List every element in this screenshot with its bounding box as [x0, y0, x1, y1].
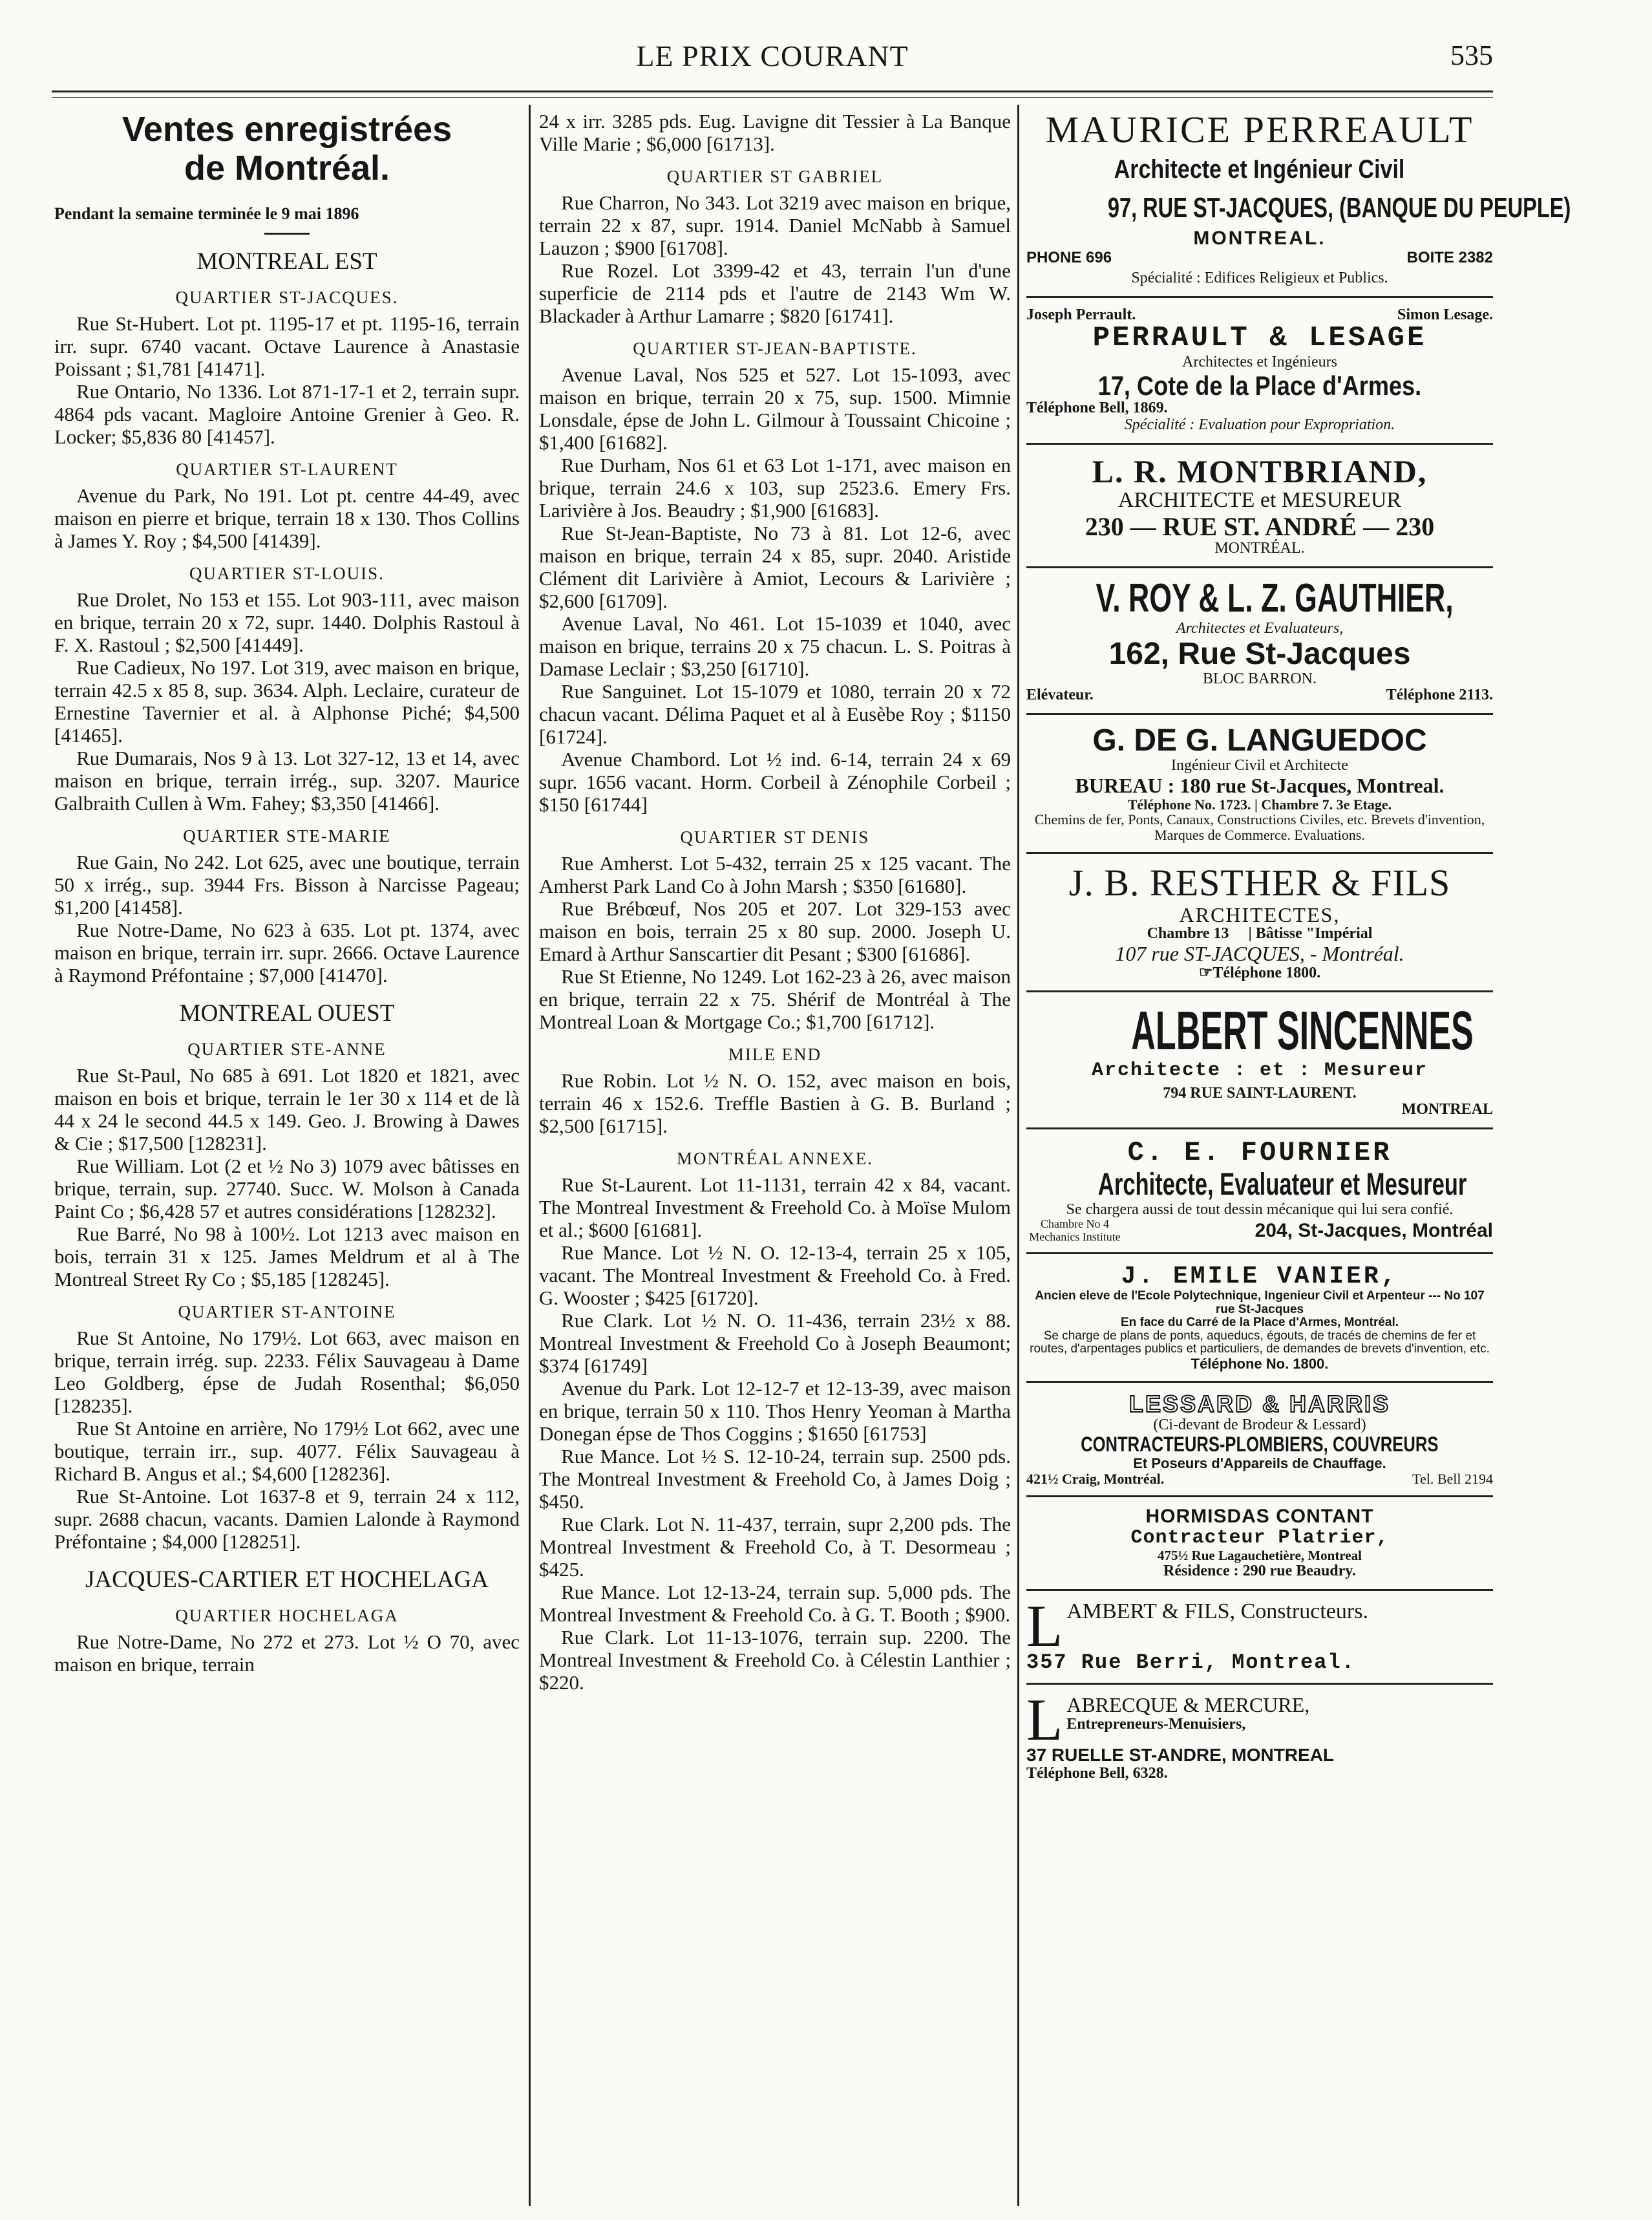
sale-entry: Rue Durham, Nos 61 et 63 Lot 1-171, avec maison en brique, terrain 24.6 x 103, sup 2523.6. Emery Frs. Larivière à Jos. Beaudry ; $1,900 [61683]. [539, 454, 1011, 522]
ad-name: HORMISDAS CONTANT [1145, 1506, 1374, 1528]
ad-lambert [1026, 1592, 1493, 1674]
ad-name: PERRAULT & LESAGE [1092, 322, 1427, 355]
ad-divider [1026, 852, 1493, 854]
ad-phone: Téléphone 2113. [1386, 687, 1493, 704]
column-sales-2 [539, 110, 1011, 1694]
ad-credentials: Ancien eleve de l'Ecole Polytechnique, Ingenieur Civil et Arpenteur --- No 107 rue St-Jacques [1035, 1289, 1485, 1316]
sale-entry: Rue St Antoine, No 179½. Lot 663, avec maison en brique, terrain irrég. sup. 2233. Félix Sauvageau à Dame Leo Goldberg, épse de Judah Rosenthal; $6,050 [128235]. [54, 1327, 520, 1417]
sale-entry: Rue Gain, No 242. Lot 625, avec une boutique, terrain 50 x irrég., sup. 3944 Frs. Bisson à Narcisse Pageau; $1,200 [41458]. [54, 851, 520, 919]
ad-specialty: Spécialité : Evaluation pour Expropriation. [1124, 416, 1395, 434]
ad-address: 794 RUE SAINT-LAURENT. [1163, 1084, 1357, 1102]
ad-title: Architectes et Evaluateurs, [1176, 619, 1344, 637]
sale-entry: Avenue Laval, No 461. Lot 15-1039 et 1040, avec maison en brique, terrains 20 x 75 chacun. L. S. Poitras à Damase Leclair ; $3,250 [61710]. [539, 612, 1011, 680]
section-title-2: de Montréal. [184, 149, 390, 187]
ad-divider [1026, 566, 1493, 568]
ad-name: L. R. MONTBRIAND, [1092, 453, 1428, 490]
ad-address: 421½ Craig, Montréal. [1026, 1470, 1165, 1487]
ad-specialty: Spécialité : Edifices Religieux et Publics. [1131, 269, 1388, 286]
district-heading: MONTREAL OUEST [179, 1000, 395, 1027]
sale-entry: Rue St-Jean-Baptiste, No 73 à 81. Lot 12-6, avec maison en brique, terrain 24 x 85, supr. 2040. Aristide Clément dit Larivière à Amiot, Lecours & Larivière ; $2,600 [61709]. [539, 522, 1011, 612]
ad-divider [1026, 1683, 1493, 1685]
ad-phone: Téléphone Bell, 6328. [1026, 1764, 1168, 1782]
sale-entry: Rue St-Paul, No 685 à 691. Lot 1820 et 1821, avec maison en bois et brique, terrain le 1er 30 x 114 et de là 44 x 24 le second 44.5 x 149. Geo. J. Browing à Dawes & Cie ; $17,500 [128231]. [54, 1064, 520, 1155]
ad-contant [1026, 1506, 1493, 1579]
ad-address: 17, Cote de la Place d'Armes. [1097, 370, 1422, 401]
ad-partner: Joseph Perrault. [1026, 306, 1136, 323]
sale-entry: Avenue du Park, No 191. Lot pt. centre 44-49, avec maison en pierre et brique, terrain 18 x 130. Thos Collins à James Y. Roy ; $4,500 [41439]. [54, 484, 520, 552]
ad-phone: Téléphone Bell, 1869. [1026, 400, 1168, 417]
ad-former: (Ci-devant de Brodeur & Lessard) [1153, 1416, 1366, 1433]
sale-entry: Avenue Chambord. Lot ½ ind. 6-14, terrain 24 x 69 supr. 1656 vacant. Horm. Corbeil à Zénophile Corbeil ; $150 [61744] [539, 748, 1011, 816]
sale-entry: Rue Amherst. Lot 5-432, terrain 25 x 125 vacant. The Amherst Park Land Co à John Marsh ; $350 [61680]. [539, 852, 1011, 897]
ad-title: Architecte, Evaluateur et Mesureur [1097, 1167, 1467, 1202]
ad-address: 37 RUELLE ST-ANDRE, MONTREAL [1026, 1745, 1335, 1766]
ad-labrecque [1026, 1687, 1493, 1782]
ad-drop-cap: L [1026, 1592, 1063, 1659]
sale-entry: Rue Brébœuf, Nos 205 et 207. Lot 329-153 avec maison en bois, terrain 25 x 80 sup. 2000. Joseph U. Emard à Arthur Sanscartier dit Pesant ; $300 [61686]. [539, 897, 1011, 965]
ad-title: Ingénieur Civil et Architecte [1171, 757, 1348, 774]
ad-description: Et Poseurs d'Appareils de Chauffage. [1133, 1455, 1386, 1471]
ad-sincennes [1026, 1001, 1493, 1118]
ad-city: MONTREAL. [1193, 228, 1326, 250]
sale-entry: Rue Mance. Lot 12-13-24, terrain sup. 5,000 pds. The Montreal Investment & Freehold Co. à G. T. Booth ; $900. [539, 1581, 1011, 1626]
sale-entry: Rue William. Lot (2 et ½ No 3) 1079 avec bâtisses en brique, terrain, sup. 27740. Succ. W. Molson à Canada Paint Co ; $6,428 57 et autres considérations [128232]. [54, 1155, 520, 1222]
ad-address: 230 — RUE ST. ANDRÉ — 230 [1085, 511, 1435, 541]
ad-phone: PHONE 696 [1026, 248, 1112, 266]
section-title: Ventes enregistrées [122, 110, 452, 149]
sale-entry: Rue Mance. Lot ½ S. 12-10-24, terrain sup. 2500 pds. The Montreal Investment & Freehold Co, à James Doig ; $450. [539, 1445, 1011, 1513]
ad-building: | Bâtisse "Impérial [1248, 925, 1373, 943]
header-rule-thin [52, 97, 1493, 98]
running-title: LE PRIX COURANT [636, 39, 909, 72]
quarter-heading: QUARTIER ST-LAURENT [176, 460, 398, 479]
ad-location: En face du Carré de la Place d'Armes, Montréal. [1120, 1316, 1399, 1330]
column-divider-1 [529, 105, 531, 2206]
sale-entry: Rue Notre-Dame, No 623 à 635. Lot pt. 1374, avec maison en brique, terrain irr. supr. 2666. Octave Laurence à Raymond Préfontaine ; $7,000 [41470]. [54, 919, 520, 987]
ad-phone: Tel. Bell 2194 [1412, 1470, 1493, 1487]
ad-divider [1026, 1495, 1493, 1497]
page-header [52, 39, 1493, 84]
sale-entry: Rue St Antoine en arrière, No 179½ Lot 662, avec une boutique, terrain irr., sup. 4077. Félix Sauvageau à Richard B. Angus et al.; $4,600 [128236]. [54, 1417, 520, 1485]
quarter-heading: QUARTIER ST-ANTOINE [178, 1302, 396, 1321]
sale-entry: Rue Ontario, No 1336. Lot 871-17-1 et 2, terrain supr. 4864 pds vacant. Magloire Antoine Grenier à Geo. R. Locker; $5,836 80 [41457]. [54, 380, 520, 448]
sale-entry: Rue Drolet, No 153 et 155. Lot 903-111, avec maison en brique, terrain 20 x 72, supr. 1440. Dolphis Rastoul à F. X. Rastoul ; $2,500 [41449]. [54, 588, 520, 656]
ad-name: ABRECQUE & MERCURE, [1066, 1693, 1310, 1717]
ad-address: 97, RUE ST-JACQUES, (BANQUE DU PEUPLE) [1107, 191, 1571, 224]
ad-name: MAURICE PERREAULT [1045, 109, 1474, 151]
sale-entry: Rue Barré, No 98 à 100½. Lot 1213 avec maison en bois, terrain 31 x 125. James Meldrum et al à The Montreal Street Ry Co ; $5,185 [128245]. [54, 1222, 520, 1290]
page-number: 535 [1450, 39, 1493, 71]
ad-divider [1026, 713, 1493, 715]
sale-entry: Avenue du Park. Lot 12-12-7 et 12-13-39, avec maison en brique, terrain 50 x 110. Thos Henry Yeoman à Martha Donegan épse de Thos Coggins ; $1650 [61753] [539, 1377, 1011, 1445]
short-rule [264, 233, 310, 235]
ad-address: 162, Rue St-Jacques [1108, 636, 1411, 671]
ad-divider [1026, 443, 1493, 445]
ad-city: MONTREAL [1401, 1101, 1493, 1118]
ad-phone: Téléphone No. 1800. [1191, 1355, 1329, 1372]
ad-title: Entrepreneurs-Menuisiers, [1066, 1715, 1246, 1733]
column-divider-2 [1017, 105, 1019, 2206]
ad-divider [1026, 990, 1493, 992]
ad-name: V. ROY & L. Z. GAUTHIER, [1096, 575, 1454, 621]
district-heading: JACQUES-CARTIER ET HOCHELAGA [85, 1566, 489, 1593]
header-rule [52, 91, 1493, 92]
ad-title: Architectes et Ingénieurs [1182, 353, 1337, 370]
quarter-heading: QUARTIER ST-LOUIS. [189, 564, 385, 583]
ad-name: ALBERT SINCENNES [1131, 1000, 1474, 1062]
ad-title: ARCHITECTES, [1179, 902, 1340, 926]
ad-address: 204, St-Jacques, Montréal [1255, 1219, 1493, 1241]
sale-entry: Rue Clark. Lot ½ N. O. 11-436, terrain 23½ x 88. Montreal Investment & Freehold Co à Joseph Beaumont; $374 [61749] [539, 1309, 1011, 1377]
sale-entry: Rue Mance. Lot ½ N. O. 12-13-4, terrain 25 x 105, vacant. The Montreal Investment & Freehold Co. à Fred. G. Wooster ; $425 [61720]. [539, 1241, 1011, 1309]
ad-box: BOITE 2382 [1406, 248, 1493, 266]
sale-entry: Rue Sanguinet. Lot 15-1079 et 1080, terrain 20 x 72 chacun vacant. Délima Paquet et al à Eusèbe Roy ; $1150 [61724]. [539, 680, 1011, 748]
ad-elevator: Elévateur. [1026, 687, 1094, 704]
quarter-heading: QUARTIER STE-MARIE [183, 826, 391, 846]
column-advertisements [1026, 109, 1571, 1782]
sale-entry: Rue Charron, No 343. Lot 3219 avec maison en brique, terrain 22 x 87, supr. 1914. Daniel McNabb à Samuel Lauzon ; $900 [61708]. [539, 191, 1011, 259]
ad-roy-gauthier [1026, 577, 1493, 705]
ad-title: Architecte : et : Mesureur [1091, 1060, 1428, 1082]
sale-entry: Rue St-Laurent. Lot 11-1131, terrain 42 x 84, vacant. The Montreal Investment & Freehold Co. à Moïse Mulom et al.; $600 [61681]. [539, 1173, 1011, 1241]
ad-lessard-harris [1026, 1392, 1493, 1487]
ad-divider [1026, 1127, 1493, 1129]
ad-address: 107 rue ST-JACQUES, - Montréal. [1115, 941, 1404, 965]
ad-fournier [1026, 1138, 1493, 1243]
ad-title: ARCHITECTE et MESUREUR [1117, 488, 1402, 513]
column-sales-1 [54, 110, 520, 1676]
ad-description: Se chargera aussi de tout dessin mécanique qui lui sera confié. [1066, 1201, 1454, 1218]
quarter-heading: QUARTIER STE-ANNE [187, 1040, 387, 1059]
sale-entry: Rue Clark. Lot 11-13-1076, terrain sup. 2200. The Montreal Investment & Freehold Co. à Célestin Lanthier ; $220. [539, 1626, 1011, 1694]
ad-vanier [1026, 1263, 1493, 1371]
ad-languedoc [1026, 724, 1493, 843]
sale-entry: Rue Dumarais, Nos 9 à 13. Lot 327-12, 13 et 14, avec maison en brique, terrain irrég., sup. 3207. Maurice Galbraith Cullen à Wm. Fahey; $3,350 [41466]. [54, 747, 520, 815]
ad-phone: Téléphone No. 1723. | Chambre 7. 3e Etage. [1127, 796, 1392, 813]
ad-name: AMBERT & FILS, Constructeurs. [1066, 1599, 1368, 1623]
sale-entry: Rue St-Antoine. Lot 1637-8 et 9, terrain 24 x 112, supr. 2688 chacun, vacants. Damien Lalonde à Raymond Préfontaine ; $4,000 [128251]. [54, 1485, 520, 1553]
sale-entry: Rue St-Hubert. Lot pt. 1195-17 et pt. 1195-16, terrain irr. supr. 6740 vacant. Octave Laurence à Anastasie Poissant ; $1,781 [41471]. [54, 312, 520, 380]
ad-name: LESSARD & HARRIS [1128, 1390, 1391, 1417]
quarter-heading: QUARTIER ST DENIS [680, 827, 870, 847]
ad-montbriand [1026, 454, 1493, 557]
ad-divider [1026, 1381, 1493, 1383]
ad-resther [1026, 863, 1493, 982]
sale-entry: Rue Robin. Lot ½ N. O. 152, avec maison en bois, terrain 46 x 152.6. Treffle Bastien à G. B. Burland ; $2,500 [61715]. [539, 1069, 1011, 1137]
ad-description: Se charge de plans de ponts, aqueducs, égouts, de tracés de chemins de fer et routes, d'arpentages publics et particuliers, de demandes de brevets d'invention, etc. [1030, 1329, 1490, 1356]
ad-name: C. E. FOURNIER [1127, 1137, 1392, 1169]
sale-entry: 24 x irr. 3285 pds. Eug. Lavigne dit Tessier à La Banque Ville Marie ; $6,000 [61713]. [539, 110, 1011, 155]
ad-title: CONTRACTEURS-PLOMBIERS, COUVREURS [1081, 1433, 1439, 1457]
ad-divider [1026, 1252, 1493, 1254]
ad-room: Chambre 13 [1147, 925, 1229, 943]
ad-description: Chemins de fer, Ponts, Canaux, Constructions Civiles, etc. Brevets d'invention, Marques de Commerce. Evaluations. [1034, 811, 1485, 844]
ad-address: 357 Rue Berri, Montreal. [1026, 1650, 1355, 1674]
ad-address: 475½ Rue Lagauchetière, Montreal [1158, 1548, 1362, 1564]
sale-entry: Rue Cadieux, No 197. Lot 319, avec maison en brique, terrain 42.5 x 85 8, sup. 3634. Alph. Leclaire, curateur de Ernestine Tavernier et al. à Alphonse Piché; $4,500 [41465]. [54, 656, 520, 747]
ad-name: J. B. RESTHER & FILS [1068, 861, 1451, 904]
ad-divider [1026, 1589, 1493, 1591]
ad-name: G. DE G. LANGUEDOC [1092, 723, 1427, 758]
quarter-heading: MONTRÉAL ANNEXE. [677, 1149, 873, 1168]
ad-room: Chambre No 4 Mechanics Institute [1029, 1217, 1121, 1243]
ad-residence: Résidence : 290 rue Beaudry. [1163, 1562, 1356, 1579]
sale-entry: Avenue Laval, Nos 525 et 527. Lot 15-1093, avec maison en brique, terrain 20 x 75, sup. 1500. Mimnie Lonsdale, épse de John L. Gilmour à Toussaint Chicoine ; $1,400 [61682]. [539, 363, 1011, 454]
ad-phone: ☞Téléphone 1800. [1198, 964, 1321, 981]
ad-title: Architecte et Ingénieur Civil [1114, 155, 1405, 184]
quarter-heading: MILE END [728, 1045, 822, 1064]
ad-partner: Simon Lesage. [1397, 306, 1493, 323]
quarter-heading: QUARTIER ST-JACQUES. [175, 288, 399, 307]
ad-maurice-perreault [1026, 109, 1571, 287]
sale-entry: Rue Notre-Dame, No 272 et 273. Lot ½ O 70, avec maison en brique, terrain [54, 1630, 520, 1676]
quarter-heading: QUARTIER ST-JEAN-BAPTISTE. [633, 339, 917, 358]
ad-bloc: BLOC BARRON. [1202, 670, 1317, 687]
sale-entry: Rue Rozel. Lot 3399-42 et 43, terrain l'un d'une superficie de 2114 pds et l'autre de 2143 Wm W. Blackader à Arthur Lamarre ; $820 [61741]. [539, 259, 1011, 327]
ad-drop-cap: L [1026, 1687, 1063, 1753]
ad-title: Contracteur Platrier, [1130, 1526, 1389, 1549]
ad-divider [1026, 296, 1493, 298]
ad-bureau: BUREAU : 180 rue St-Jacques, Montreal. [1075, 774, 1445, 798]
week-note: Pendant la semaine terminée le 9 mai 1896 [54, 204, 359, 223]
ad-city: MONTRÉAL. [1214, 539, 1305, 557]
sale-entry: Rue Clark. Lot N. 11-437, terrain, supr 2,200 pds. The Montreal Investment & Freehold Co, à T. Desormeau ; $425. [539, 1513, 1011, 1581]
quarter-heading: QUARTIER ST GABRIEL [666, 167, 884, 186]
sale-entry: Rue St Etienne, No 1249. Lot 162-23 à 26, avec maison en brique, terrain 22 x 75. Shérif de Montréal à The Montreal Loan & Mortgage Co.; $1,700 [61712]. [539, 965, 1011, 1033]
ad-perrault-lesage [1026, 307, 1493, 434]
quarter-heading: QUARTIER HOCHELAGA [175, 1606, 399, 1625]
ad-name: J. EMILE VANIER, [1121, 1263, 1399, 1291]
district-heading: MONTREAL EST [196, 248, 377, 275]
